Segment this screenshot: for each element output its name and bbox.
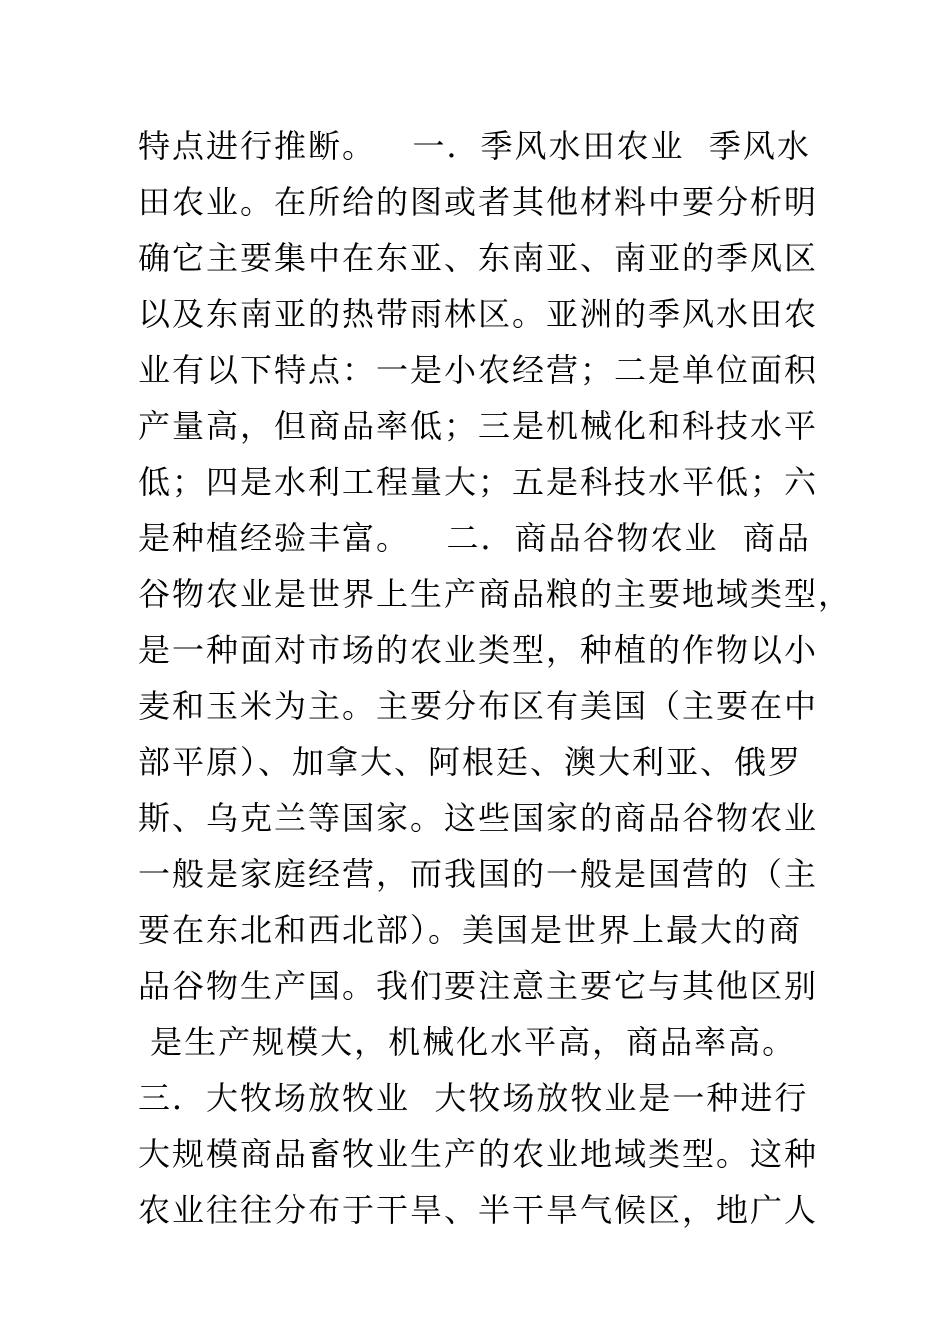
text-line: 一般是家庭经营，而我国的一般是国营的（主 [138,855,819,893]
text-line: 业有以下特点：一是小农经营；二是单位面积 [138,351,819,389]
body-text [138,118,853,1238]
text-line: 田农业。在所给的图或者其他材料中要分析明 [138,183,819,221]
text-line: 要在东北和西北部）。美国是世界上最大的商 [138,911,803,949]
text-line: 三．大牧场放牧业 大牧场放牧业是一种进行 [138,1079,809,1117]
text-line: 品谷物生产国。我们要注意主要它与其他区别 [138,967,819,1005]
text-line: 部平原）、加拿大、阿根廷、澳大利亚、俄罗 [138,743,803,781]
text-line: 确它主要集中在东亚、东南亚、南亚的季风区 [138,239,819,277]
text-line: 产量高，但商品率低；三是机械化和科技水平 [138,407,819,445]
text-line: 农业往往分布于干旱、半干旱气候区，地广人 [138,1191,819,1229]
text-line: 特点进行推断。 一．季风水田农业 季风水 [138,127,811,165]
text-line: 麦和玉米为主。主要分布区有美国（主要在中 [138,687,819,725]
text-line: 谷物农业是世界上生产商品粮的主要地域类型， [138,575,853,613]
text-line: 以及东南亚的热带雨林区。亚洲的季风水田农 [138,295,819,333]
text-line: 斯、乌克兰等国家。这些国家的商品谷物农业 [138,799,819,837]
text-line: 是生产规模大，机械化水平高，商品率高。 [138,1023,797,1061]
text-line: 是一种面对市场的农业类型，种植的作物以小 [138,631,819,669]
text-line: 低；四是水利工程量大；五是科技水平低；六 [138,463,819,501]
text-line: 是种植经验丰富。 二．商品谷物农业 商品 [138,519,811,557]
text-line: 大规模商品畜牧业生产的农业地域类型。这种 [138,1135,819,1173]
